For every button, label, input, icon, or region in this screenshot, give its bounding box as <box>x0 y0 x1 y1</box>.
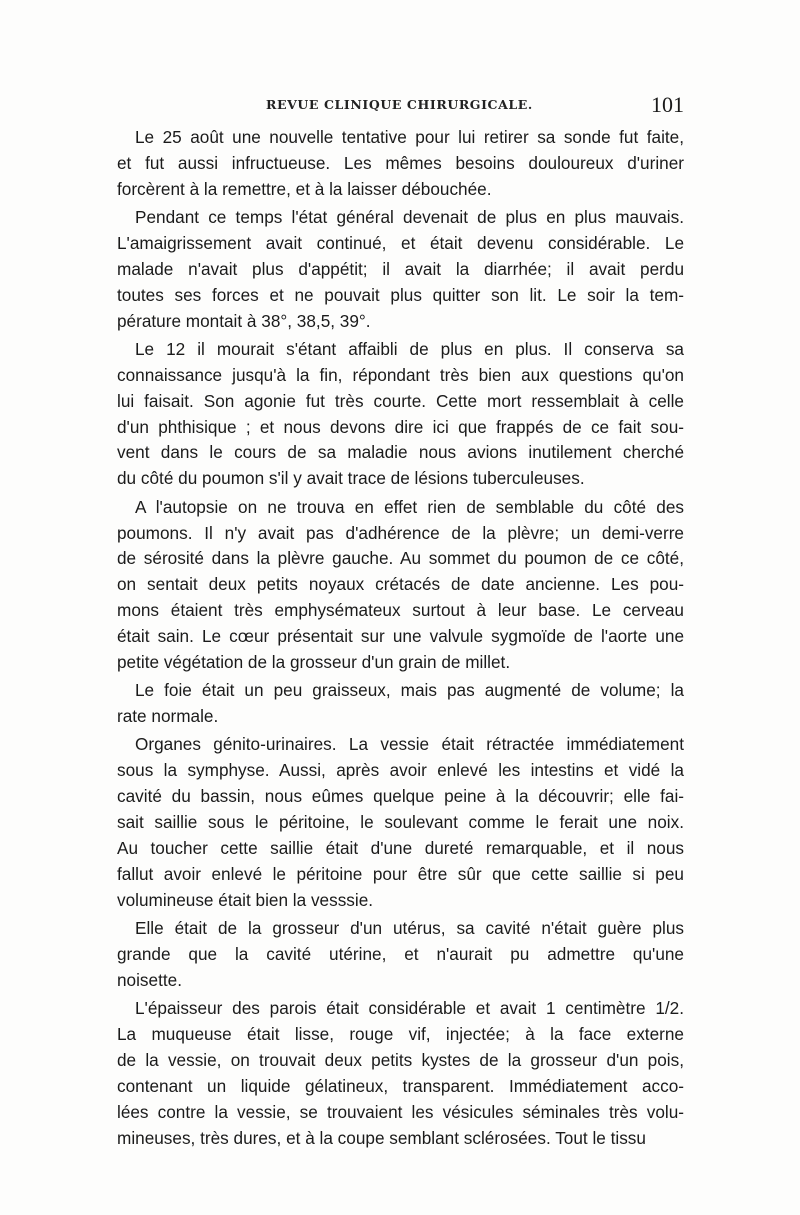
paragraph <box>117 996 684 1151</box>
text-line: noisette. <box>117 969 182 990</box>
text-line: pérature montait à 38°, 38,5, 39°. <box>117 310 371 331</box>
text-line: petite végétation de la grosseur d'un grain de millet. <box>117 651 511 672</box>
text-line: lées contre la vessie, se trouvaient les vésicules séminales très volu- <box>117 1101 684 1122</box>
paragraph <box>117 125 684 203</box>
body-text <box>117 125 684 1154</box>
text-line: toutes ses forces et ne pouvait plus quitter son lit. Le soir la tem- <box>117 284 684 305</box>
paragraph <box>117 495 684 676</box>
text-line: Le foie était un peu graisseux, mais pas augmenté de volume; la <box>135 680 684 701</box>
text-line: de la vessie, on trouvait deux petits kystes de la grosseur d'un pois, <box>117 1049 684 1070</box>
text-line: du côté du poumon s'il y avait trace de lésions tuberculeuses. <box>117 468 585 489</box>
text-line: d'un phthisique ; et nous devons dire ici que frappés de ce fait sou- <box>117 416 684 437</box>
text-line: et fut aussi infructueuse. Les mêmes besoins douloureux d'uriner <box>117 152 684 173</box>
running-title: REVUE CLINIQUE CHIRURGICALE. <box>266 97 533 112</box>
text-line: grande que la cavité utérine, et n'aurait pu admettre qu'une <box>117 943 684 964</box>
text-line: poumons. Il n'y avait pas d'adhérence de la plèvre; un demi-verre <box>117 522 684 543</box>
text-line: malade n'avait plus d'appétit; il avait la diarrhée; il avait perdu <box>117 258 684 279</box>
text-line: Le 25 août une nouvelle tentative pour lui retirer sa sonde fut faite, <box>135 127 684 147</box>
text-line: fallut avoir enlevé le péritoine pour être sûr que cette saillie si peu <box>117 863 684 884</box>
text-line: sait saillie sous le péritoine, le soulevant comme le ferait une noix. <box>117 812 684 833</box>
text-line: L'amaigrissement avait continué, et était devenu considérable. Le <box>117 232 684 253</box>
paragraph <box>117 205 684 334</box>
text-line: on sentait deux petits noyaux crétacés de date ancienne. Les pou- <box>117 574 684 595</box>
text-line: lui faisait. Son agonie fut très courte. Cette mort ressemblait à celle <box>117 390 684 411</box>
text-line: rate normale. <box>117 706 219 727</box>
text-line: Elle était de la grosseur d'un utérus, sa cavité n'était guère plus <box>135 918 684 939</box>
text-line: de sérosité dans la plèvre gauche. Au sommet du poumon de ce côté, <box>117 548 684 569</box>
text-line: mineuses, très dures, et à la coupe semblant sclérosées. Tout le tissu <box>117 1127 646 1148</box>
text-line: vent dans le cours de sa maladie nous avions inutilement cherché <box>117 442 684 463</box>
text-line: était sain. Le cœur présentait sur une valvule sygmoïde de l'aorte une <box>117 626 684 647</box>
paragraph <box>117 337 684 492</box>
text-line: Le 12 il mourait s'étant affaibli de plus en plus. Il conserva sa <box>135 338 684 359</box>
text-line: A l'autopsie on ne trouva en effet rien de semblable du côté des <box>135 496 684 517</box>
text-line: volumineuse était bien la vesssie. <box>117 889 374 910</box>
text-line: Organes génito-urinaires. La vessie était rétractée immédiatement <box>135 734 684 755</box>
text-line: forcèrent à la remettre, et à la laisser débouchée. <box>117 178 492 199</box>
text-line: La muqueuse était lisse, rouge vif, injectée; à la face externe <box>117 1024 684 1045</box>
page-header <box>118 94 686 118</box>
paragraph <box>117 678 684 730</box>
text-line: connaissance jusqu'à la fin, répondant très bien aux questions qu'on <box>117 364 684 385</box>
text-line: mons étaient très emphysémateux surtout à leur base. Le cerveau <box>117 600 684 621</box>
text-line: L'épaisseur des parois était considérable et avait 1 centimètre 1/2. <box>135 998 684 1019</box>
paragraph <box>117 916 684 994</box>
page-number: 101 <box>651 92 684 117</box>
text-line: Pendant ce temps l'état général devenait de plus en plus mauvais. <box>135 207 684 228</box>
text-line: cavité du bassin, nous eûmes quelque peine à la découvrir; elle fai- <box>117 786 684 807</box>
text-line: sous la symphyse. Aussi, après avoir enlevé les intestins et vidé la <box>117 760 684 781</box>
paragraph <box>117 732 684 913</box>
text-line: contenant un liquide gélatineux, transparent. Immédiatement acco- <box>117 1075 684 1096</box>
text-line: Au toucher cette saillie était d'une dureté remarquable, et il nous <box>117 838 684 858</box>
